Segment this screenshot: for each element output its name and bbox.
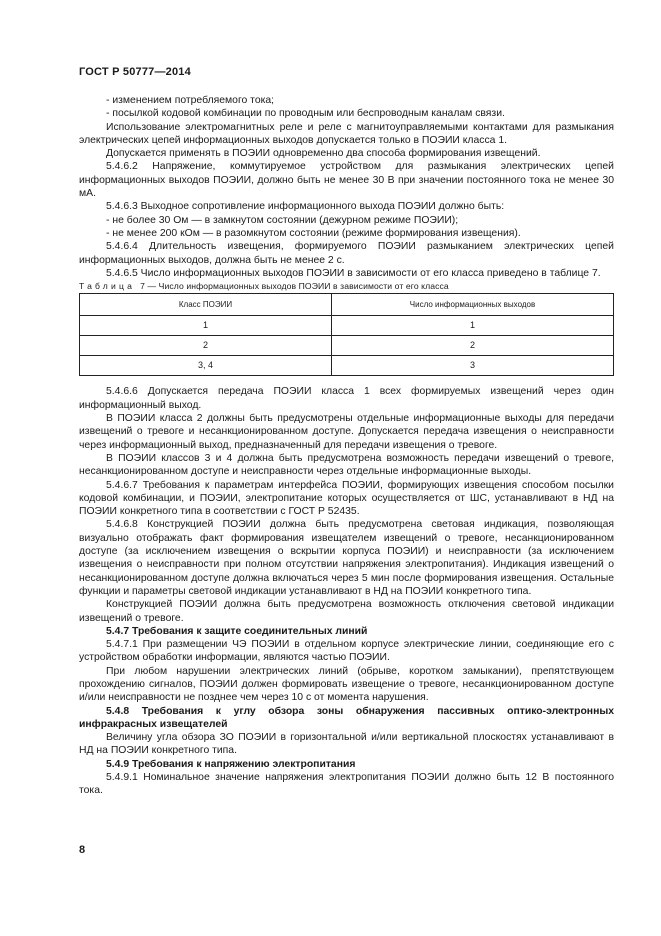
table-header-row — [80, 294, 614, 316]
section-heading: 5.4.9 Требования к напряжению электропитания — [106, 758, 356, 770]
table-cell: 3, 4 — [80, 356, 332, 376]
paragraph: Допускается применять в ПОЭИИ одновременно два способа формирования извещений. — [106, 148, 541, 160]
column-header-outputs: Число информационных выходов — [332, 294, 614, 316]
paragraph: В ПОЭИИ класса 2 должны быть предусмотрены отдельные информационные выходы для передачи извещений о тревоге и несанкционированном доступе. Допускается передача извещения о неисправности через информационный выход, предназначенный для передачи извещения о тревоге. — [79, 413, 614, 451]
paragraph: Использование электромагнитных реле и реле с магнитоуправляемыми контактами для размыкания электрических цепей информационных выходов допускается только в ПОЭИИ класса 1. — [79, 121, 614, 146]
paragraph: В ПОЭИИ классов 3 и 4 должна быть предусмотрена возможность передачи извещений о тревоге, несанкционированном доступе и неисправности через отдельные информационные выходы. — [79, 452, 614, 478]
section-heading: 5.4.7 Требования к защите соединительных линий — [106, 625, 368, 637]
table-cell: 2 — [332, 336, 614, 356]
paragraph: Конструкцией ПОЭИИ должна быть предусмотрена возможность отключения световой индикации извещений о тревоге. — [79, 599, 614, 624]
paragraph: 5.4.6.4 Длительность извещения, формируемого ПОЭИИ размыканием электрических цепей информационных выходов, должна быть не менее 2 с. — [79, 241, 614, 266]
paragraph: 5.4.6.2 Напряжение, коммутируемое устройством для размыкания электрических цепей информационных выходов ПОЭИИ, должно быть не менее 30 В при значении постоянного тока не менее 30 мА. — [79, 161, 614, 200]
table-caption — [79, 280, 614, 293]
paragraph: 5.4.6.8 Конструкцией ПОЭИИ должна быть предусмотрена световая индикация, позволяющая визуально отображать факт формирования извещателем извещений о тревоге, несанкционированном доступе (за исключением извещения о вскрытии корпуса ПОЭИИ) и неисправности (за исключением извещения о неисправности при полном отсутствии напряжения электропитания). Индикация извещений о несанкционированном доступе должна включаться через 5 мин после формирования извещения. Остальные функции и параметры световой индикации устанавливают в НД на ПОЭИИ конкретного типа. — [79, 519, 614, 597]
paragraph: - не менее 200 кОм — в разомкнутом состоянии (режиме формирования извещения). — [106, 227, 521, 239]
table-cell: 1 — [332, 316, 614, 336]
paragraph: 5.4.9.1 Номинальное значение напряжения электропитания ПОЭИИ должно быть 12 В постоянного тока. — [79, 772, 614, 797]
paragraph-group-after-table — [79, 385, 614, 797]
paragraph-group-before-table — [79, 94, 614, 280]
data-table — [79, 293, 614, 376]
table-row — [80, 316, 614, 336]
paragraph: 5.4.7.1 При размещении ЧЭ ПОЭИИ в отдельном корпусе электрические линии, соединяющие его с устройством обработки информации, являются частью ПОЭИИ. — [79, 639, 614, 664]
document-body — [79, 94, 614, 798]
paragraph: 5.4.6.3 Выходное сопротивление информационного выхода ПОЭИИ должно быть: — [106, 201, 505, 213]
table-cell: 2 — [80, 336, 332, 356]
page-number: 8 — [79, 844, 86, 856]
paragraph: При любом нарушении электрических линий (обрыве, коротком замыкании), препятствующем прохождению сигналов, ПОЭИИ должен формировать извещение о тревоге, несанкционированном доступе и/или неисправности не позднее чем через 10 с от момента нарушения. — [79, 665, 614, 704]
paragraph: 5.4.6.5 Число информационных выходов ПОЭИИ в зависимости от его класса приведено в таблице 7. — [106, 267, 601, 279]
table-caption-label: Таблица — [79, 281, 136, 292]
paragraph: 5.4.6.6 Допускается передача ПОЭИИ класса 1 всех формируемых извещений через один информационный выход. — [79, 386, 614, 411]
table-caption-text: — Число информационных выходов ПОЭИИ в зависимости от его класса — [144, 281, 449, 292]
paragraph: - изменением потребляемого тока; — [106, 95, 275, 106]
table-row — [80, 356, 614, 376]
table-row — [80, 336, 614, 356]
table-cell: 3 — [332, 356, 614, 376]
column-header-class: Класс ПОЭИИ — [80, 294, 332, 316]
paragraph: 5.4.6.7 Требования к параметрам интерфейса ПОЭИИ, формирующих извещения способом посылки кодовой комбинации, и ПОЭИИ, электропитание которых осуществляется от ШС, устанавливают в НД на ПОЭИИ конкретного типа в соответствии с ГОСТ Р 52435. — [79, 479, 614, 518]
table-caption-number: 7 — [140, 281, 145, 292]
paragraph: - не более 30 Ом — в замкнутом состоянии (дежурном режиме ПОЭИИ); — [106, 214, 459, 226]
paragraph: Величину угла обзора ЗО ПОЭИИ в горизонтальной и/или вертикальной плоскостях устанавливают в НД на ПОЭИИ конкретного типа. — [79, 732, 614, 757]
table-cell: 1 — [80, 316, 332, 336]
document-header: ГОСТ Р 50777—2014 — [79, 66, 191, 78]
paragraph: - посылкой кодовой комбинации по проводным или беспроводным каналам связи. — [106, 108, 505, 120]
section-heading: 5.4.8 Требования к углу обзора зоны обнаружения пассивных оптико-электронных инфракрасных извещателей — [79, 705, 614, 730]
